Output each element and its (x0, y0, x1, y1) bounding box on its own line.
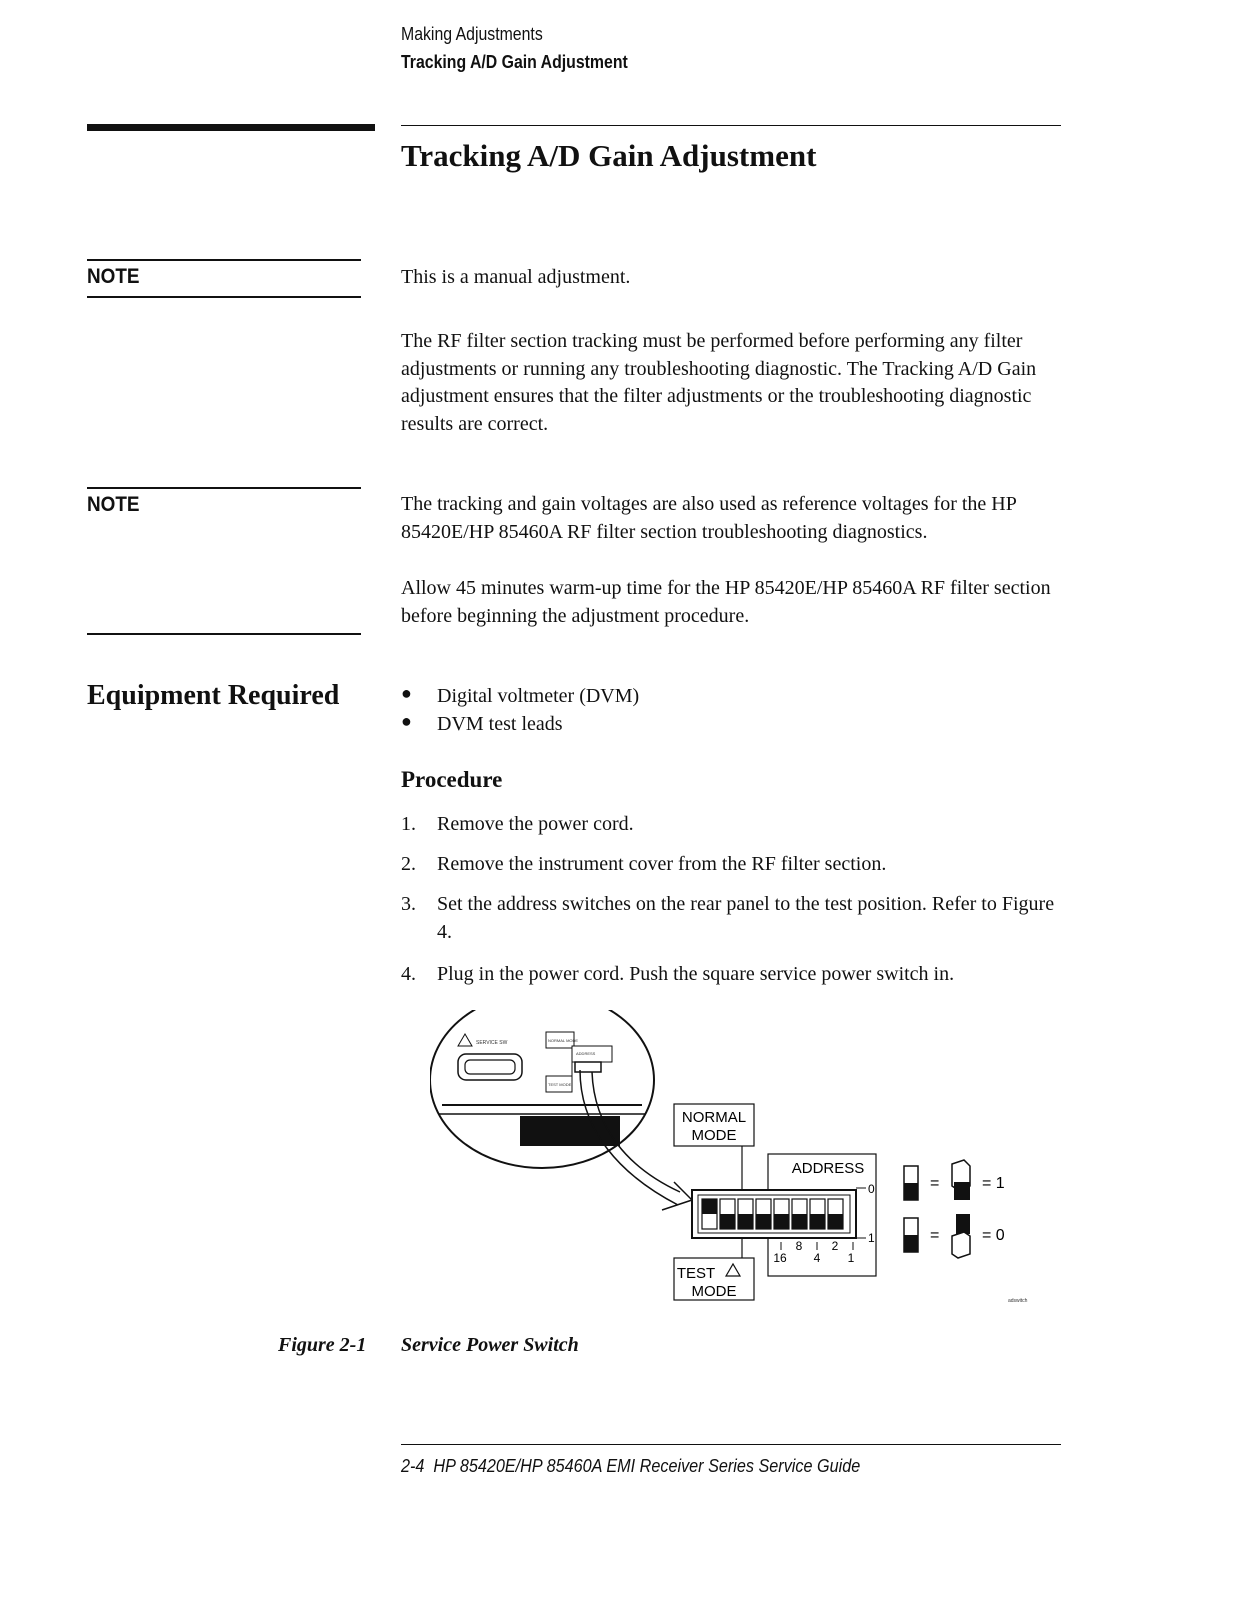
test-mode-label: MODE (691, 1283, 737, 1300)
step-text: Plug in the power cord. Push the square service power switch in. (437, 963, 955, 985)
list-item-text: DVM test leads (437, 713, 563, 735)
step-text: Set the address switches on the rear panel to the test position. Refer to Figure 4. (437, 893, 1055, 943)
note-label: NOTE (87, 265, 140, 288)
procedure-heading: Procedure (401, 767, 503, 792)
bit-weight-label: 4 (813, 1251, 821, 1265)
bit-weight-label: 16 (773, 1251, 787, 1265)
intro-paragraph: The RF filter section tracking must be performed before performing any filter adjustments or running any troubleshooting diagnostic. The Tracking A/D Gain adjustment ensures that the filter adjustments or the troubleshooting diagnostic results are correct. (401, 330, 1037, 435)
normal-mode-label: NORMAL (681, 1109, 747, 1126)
bit-weight-label: 8 (795, 1239, 803, 1253)
figure-number: Figure 2-1 (278, 1334, 367, 1356)
header-thick-rule (87, 124, 375, 131)
running-header-section: Making Adjustments (401, 24, 543, 44)
address-one-label: 1 (868, 1231, 875, 1245)
note-top-rule (87, 487, 361, 489)
note-text: The tracking and gain voltages are also used as reference voltages for the HP 85420E/HP 85460A RF filter section troubleshooting diagnostics. (401, 493, 1017, 543)
legend-equals: = (930, 1227, 940, 1244)
step-number: 4. (401, 963, 416, 985)
step-text: Remove the instrument cover from the RF filter section. (437, 853, 887, 875)
inset-test-label: TEST MODE (548, 1082, 572, 1087)
address-zero-label: 0 (868, 1182, 875, 1196)
inset-service-label: SERVICE SW (476, 1040, 508, 1046)
list-item-text: Digital voltmeter (DVM) (437, 685, 640, 707)
step-text: Remove the power cord. (437, 813, 634, 835)
bullet-icon: ● (401, 711, 412, 731)
bit-weight-label: 2 (831, 1239, 839, 1253)
step-number: 3. (401, 893, 416, 915)
footer-title: HP 85420E/HP 85460A EMI Receiver Series Service Guide (433, 1456, 861, 1476)
figure-caption: Service Power Switch (401, 1334, 579, 1356)
note-text: Allow 45 minutes warm-up time for the HP 85420E/HP 85460A RF filter section before beginning the adjustment procedure. (401, 577, 1051, 627)
rear-panel-inset (430, 1010, 654, 1168)
bit-weight-label: 1 (847, 1251, 855, 1265)
inset-address-label: ADDRESS (576, 1051, 596, 1056)
normal-mode-label: MODE (691, 1127, 737, 1144)
step-number: 1. (401, 813, 416, 835)
legend-equals: = (930, 1175, 940, 1192)
header-thin-rule (401, 125, 1061, 126)
page-footer (401, 1456, 860, 1477)
note-label: NOTE (87, 493, 140, 516)
note-text: This is a manual adjustment. (401, 266, 631, 288)
test-mode-label: TEST (676, 1265, 716, 1282)
address-label: ADDRESS (791, 1160, 865, 1177)
service-power-switch-diagram (430, 1010, 1050, 1310)
bullet-icon: ● (401, 683, 412, 703)
legend-zero-label: = 0 (982, 1227, 1005, 1244)
legend-one-label: = 1 (982, 1175, 1005, 1192)
inset-normal-label: NORMAL MODE (548, 1038, 579, 1043)
arrow-head-icon (662, 1182, 692, 1210)
running-header-subsection: Tracking A/D Gain Adjustment (401, 52, 628, 72)
figure-image-id: adswitch (1008, 1298, 1028, 1304)
legend-zero (904, 1214, 1005, 1258)
note-bottom-rule (87, 633, 361, 635)
page-number: 2-4 (401, 1456, 425, 1476)
page-title: Tracking A/D Gain Adjustment (401, 138, 817, 173)
step-number: 2. (401, 853, 416, 875)
section-heading-equipment: Equipment Required (87, 680, 340, 711)
note-top-rule (87, 259, 361, 261)
footer-rule (401, 1444, 1061, 1445)
legend-one (904, 1160, 1005, 1200)
note-bottom-rule (87, 296, 361, 298)
